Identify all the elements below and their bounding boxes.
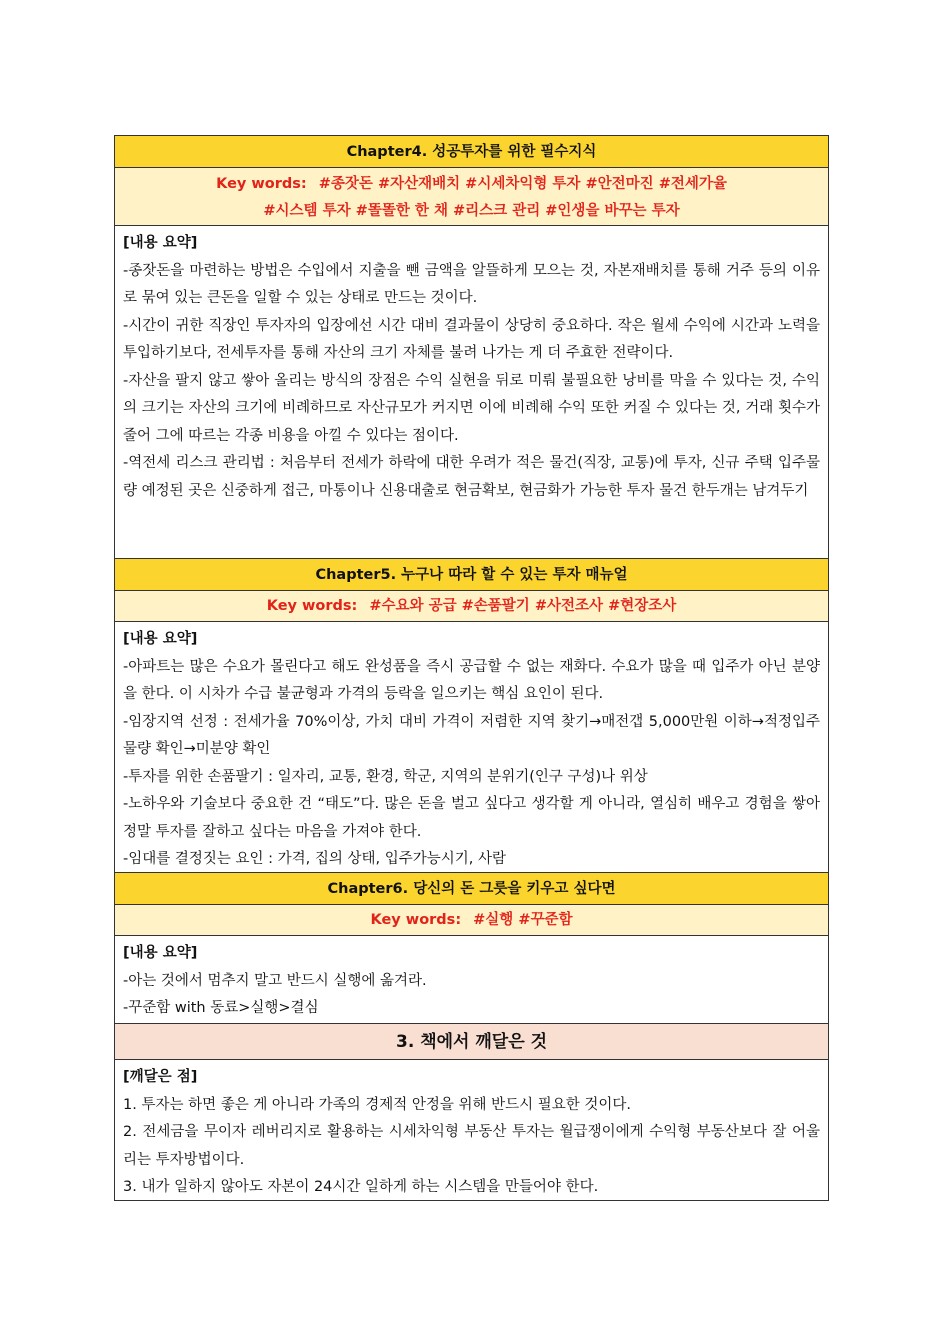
summary-paragraph: -역전세 리스크 관리법 : 처음부터 전세가 하락에 대한 우려가 적은 물건(직장, 교통)에 투자, 신규 주택 입주물량 예정된 곳은 신중하게 접근, 마통이나 신용대출로 현금확보, 현금화가 가능한 투자 물건 한두개는 남겨두기	[123, 455, 820, 499]
chapter6-summary	[115, 936, 828, 1024]
summary-paragraph: -투자를 위한 손품팔기 : 일자리, 교통, 환경, 학군, 지역의 분위기(인구 구성)나 위상	[123, 768, 648, 785]
chapter6-keywords	[115, 905, 828, 936]
keywords-text: #수요와 공급 #손품팔기 #사전조사 #현장조사	[369, 598, 677, 614]
realization-item: 2. 전세금을 무이자 레버리지로 활용하는 시세차익형 부동산 투자는 월급쟁이에게 수익형 부동산보다 잘 어울리는 투자방법이다.	[123, 1124, 820, 1168]
chapter4-title: Chapter4. 성공투자를 위한 필수지식	[115, 136, 828, 168]
summary-paragraph: -아는 것에서 멈추지 말고 반드시 실행에 옮겨라.	[123, 972, 427, 989]
chapter6-title: Chapter6. 당신의 돈 그릇을 키우고 싶다면	[115, 873, 828, 905]
summary-paragraph: -꾸준함 with 동료>실행>결심	[123, 1000, 319, 1016]
chapter4-summary	[115, 226, 828, 559]
summary-paragraph: -자산을 팔지 않고 쌓아 올리는 방식의 장점은 수익 실현을 뒤로 미뤄 불필요한 낭비를 막을 수 있다는 것, 수익의 크기는 자산의 크기에 비례하므로 자산규모가 커지면 이에 비례해 수익 또한 커질 수 있다는 것, 거래 횟수가 줄어 그에 따르는 각종 비용을 아낄 수 있다는 점이다.	[123, 372, 820, 444]
realization-item: 1. 투자는 하면 좋은 게 아니라 가족의 경제적 안정을 위해 반드시 필요한 것이다.	[123, 1096, 631, 1113]
keywords-label: Key words:	[370, 912, 462, 928]
summary-heading: [내용 요약]	[123, 235, 198, 251]
keywords-label: Key words:	[266, 598, 358, 614]
chapter4-keywords	[115, 168, 828, 226]
chapter5-keywords	[115, 591, 828, 622]
chapter5-summary	[115, 622, 828, 873]
summary-heading: [내용 요약]	[123, 631, 198, 647]
realization-item: 3. 내가 일하지 않아도 자본이 24시간 일하게 하는 시스템을 만들어야 한다.	[123, 1179, 599, 1195]
chapter4-keywords-line2: #시스템 투자 #똘똘한 한 채 #리스크 관리 #인생을 바꾸는 투자	[263, 203, 680, 219]
summary-table	[114, 135, 829, 1201]
keywords-text: #실행 #꾸준함	[473, 912, 573, 928]
summary-paragraph: -노하우와 기술보다 중요한 건 “태도”다. 많은 돈을 벌고 싶다고 생각할 게 아니라, 열심히 배우고 경험을 쌓아 정말 투자를 잘하고 싶다는 마음을 가져야 한다.	[123, 796, 820, 840]
summary-paragraph: -아파트는 많은 수요가 몰린다고 해도 완성품을 즉시 공급할 수 없는 재화다. 수요가 많을 때 입주가 아닌 분양을 한다. 이 시차가 수급 불균형과 가격의 등락을 일으키는 핵심 요인이 된다.	[123, 658, 820, 702]
section3-title: 3. 책에서 깨달은 것	[115, 1024, 828, 1060]
summary-paragraph: -임장지역 선정 : 전세가율 70%이상, 가치 대비 가격이 저렴한 지역 찾기→매전갭 5,000만원 이하→적정입주물량 확인→미분양 확인	[123, 713, 820, 757]
summary-paragraph: -임대를 결정짓는 요인 : 가격, 집의 상태, 입주가능시기, 사람	[123, 851, 506, 867]
section3-body	[115, 1060, 828, 1200]
summary-heading: [내용 요약]	[123, 945, 198, 961]
summary-paragraph: -시간이 귀한 직장인 투자자의 입장에선 시간 대비 결과물이 상당히 중요하다. 작은 월세 수익에 시간과 노력을 투입하기보다, 전세투자를 통해 자산의 크기 자체를 불려 나가는 게 더 주효한 전략이다.	[123, 317, 820, 361]
chapter5-title: Chapter5. 누구나 따라 할 수 있는 투자 매뉴얼	[115, 559, 828, 591]
chapter4-keywords-line1	[115, 171, 828, 198]
keywords-text: #종잣돈 #자산재배치 #시세차익형 투자 #안전마진 #전세가율	[318, 176, 727, 192]
summary-paragraph: -종잣돈을 마련하는 방법은 수입에서 지출을 뺀 금액을 알뜰하게 모으는 것, 자본재배치를 통해 거주 등의 이유로 묶여 있는 큰돈을 일할 수 있는 상태로 만드는 것이다.	[123, 262, 820, 306]
realization-heading: [깨달은 점]	[123, 1069, 198, 1085]
keywords-label: Key words:	[216, 176, 307, 192]
